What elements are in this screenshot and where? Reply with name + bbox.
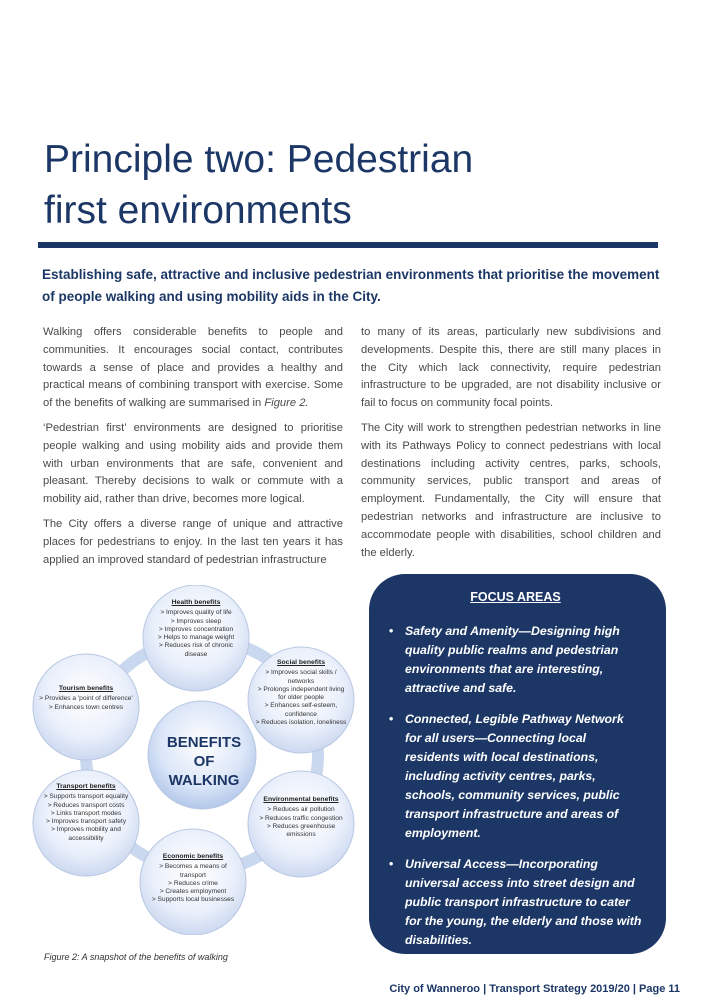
transport-benefits: Transport benefits > Supports transport equality > Reduces transport costs > Links transport modes > Improves transport safety > Improves mobility and accessibility [43,783,129,842]
economic-benefits: Economic benefits > Becomes a means of transport > Reduces crime > Creates employment > Supports local businesses [151,853,235,904]
health-benefits: Health benefits > Improves quality of life > Improves sleep > Improves concentration > Helps to manage weight > Reduces risk of chronic disease [157,599,235,658]
environmental-benefits: Environmental benefits > Reduces air pollution > Reduces traffic congestion > Reduces greenhouse emissions [259,796,343,839]
focus-areas-list [389,622,642,950]
focus-item: • Connected, Legible Pathway Network for all users—Connecting local residents with local destinations, including activity centres, parks, schools, community services, public transport infrastructure and areas of employment. [389,712,624,840]
bullet-icon: • [389,624,394,638]
tourism-benefits: Tourism benefits > Provides a 'point of difference' > Enhances town centres [39,685,133,711]
bullet-icon: • [389,857,394,871]
right-paragraph-1: to many of its areas, particularly new subdivisions and developments. Despite this, there are still many places in the City which lack connectivity, require pedestrian infrastructure to be upgraded, are not disability inclusive or fail to focus on community focal points. [361,326,661,410]
page-footer: City of Wanneroo | Transport Strategy 2019/20 | Page 11 [389,983,680,995]
center-label: BENEFITS OF WALKING [166,734,242,789]
focus-areas-box [369,574,666,954]
figure-reference: Figure 2. [264,397,309,410]
focus-item: • Universal Access—Incorporating universal access into street design and public transport infrastructure to cater for the young, the elderly and those with disabilities. [389,857,642,947]
title-line-1: Principle two: Pedestrian [44,138,474,181]
left-column [43,324,343,576]
focus-item: • Safety and Amenity—Designing high quality public realms and pedestrian environments that are interesting, attractive and safe. [389,624,620,695]
figure-caption: Figure 2: A snapshot of the benefits of walking [44,952,228,962]
title-underline [38,242,658,248]
right-paragraph-2: The City will work to strengthen pedestrian networks in line with its Pathways Policy to connect pedestrians with local destinations including activity centres, parks, schools, community services, public transport and areas of employment. Fundamentally, the City will ensure that pedestrian networks and infrastructure are inclusive to accommodate people with disabilities, school children and the elderly. [361,421,661,559]
left-paragraph-2: ‘Pedestrian first’ environments are designed to prioritise people walking and using mobility aids and provide them with urban environments that are safe, convenient and pleasant. Thereby decisions to walk or commute with a mobility aid, rather than drive, becomes more logical. [43,421,343,506]
bullet-icon: • [389,712,394,726]
right-column [361,324,661,569]
focus-areas-title: FOCUS AREAS [470,590,561,604]
title-line-2: first environments [44,189,352,232]
intro-statement: Establishing safe, attractive and inclusive pedestrian environments that prioritise the movement of people walking and using mobility aids in the City. [42,267,660,304]
left-paragraph-3: The City offers a diverse range of unique and attractive places for pedestrians to enjoy. In the last ten years it has applied an improved standard of pedestrian infrastructure [43,517,343,566]
left-paragraph-1: Walking offers considerable benefits to people and communities. It encourages social contact, contributes towards a sense of place and provides a healthy and practical means of combining transport with exercise. Some of the benefits of walking are summarised in Figure 2. [43,326,343,410]
social-benefits: Social benefits > Improves social skills / networks > Prolongs independent living for older people > Enhances self-esteem, confidence > Reduces isolation, loneliness [255,659,347,727]
benefits-diagram [30,585,360,935]
page-title [44,134,664,236]
